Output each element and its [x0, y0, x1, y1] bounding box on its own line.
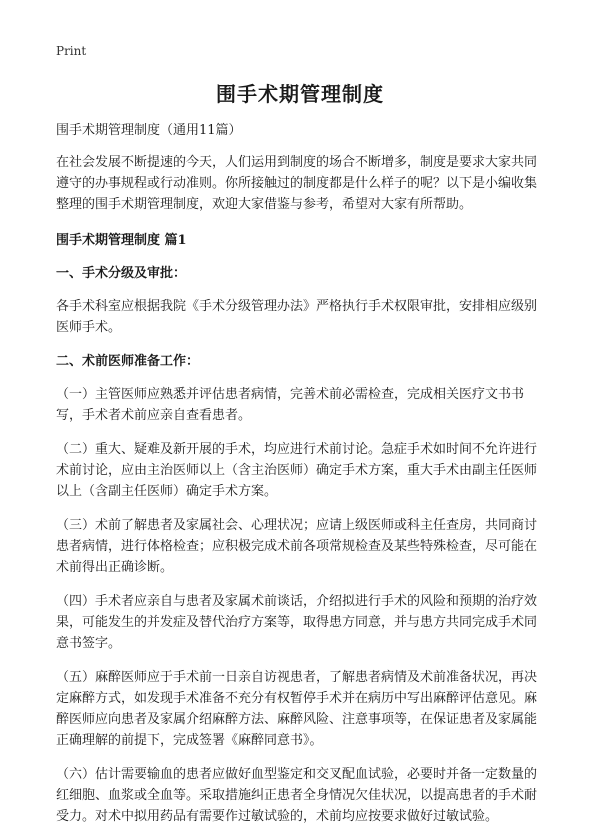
- print-link[interactable]: Print: [56, 44, 87, 58]
- intro-paragraph: 在社会发展不断提速的今天，人们运用到制度的场合不断增多，制度是要求大家共同遵守的办事规程或行动准则。你所接触过的制度都是什么样子的呢？以下是小编收集整理的围手术期管理制度，欢迎大家借鉴与参考，希望对大家有所帮助。: [56, 155, 538, 212]
- list-item: （五）麻醉医师应于手术前一日亲自访视患者，了解患者病情及术前准备状况，再决定麻醉方式，如发现手术准备不充分有权暂停手术并在病历中写出麻醉评估意见。麻醉医师应向患者及家属介绍麻醉方法、麻醉风险、注意事项等，在保证患者及家属能正确理解的前提下，完成签署《麻醉同意书》。: [56, 670, 538, 748]
- document-subtitle: 围手术期管理制度（通用11篇）: [56, 123, 242, 138]
- page-title: 围手术期管理制度: [216, 82, 384, 106]
- list-item: （四）手术者应亲自与患者及家属术前谈话，介绍拟进行手术的风险和预期的治疗效果，可能发生的并发症及替代治疗方案等，取得患方同意，并与患方共同完成手术同意书签字。: [56, 594, 538, 651]
- list-item: （六）估计需要输血的患者应做好血型鉴定和交叉配血试验，必要时并备一定数量的红细胞、血浆或全血等。采取措施纠正患者全身情况欠佳状况，以提高患者的手术耐受力。对术中拟用药品有需要作过敏试验的，术前均应按要求做好过敏试验。: [56, 767, 538, 824]
- section-heading-2: 二、术前医师准备工作：: [56, 354, 200, 369]
- section-heading-1: 一、手术分级及审批：: [56, 266, 187, 281]
- list-item: （二）重大、疑难及新开展的手术，均应进行术前讨论。急症手术如时间不允许进行术前讨论，应由主治医师以上（含主治医师）确定手术方案，重大手术由副主任医师以上（含副主任医师）确定手术方案。: [56, 442, 538, 499]
- list-item: （三）术前了解患者及家属社会、心理状况；应请上级医师或科主任查房，共同商讨患者病情，进行体格检查；应积极完成术前各项常规检查及某些特殊检查，尽可能在术前得出正确诊断。: [56, 518, 538, 575]
- part-title: 围手术期管理制度 篇1: [56, 233, 187, 248]
- list-item: （一）主管医师应熟悉并评估患者病情，完善术前必需检查，完成相关医疗文书书写，手术者术前应亲自查看患者。: [56, 387, 525, 423]
- document-body: [56, 120, 546, 840]
- section-paragraph-1: 各手术科室应根据我院《手术分级管理办法》严格执行手术权限审批，安排相应级别医师手术。: [56, 299, 538, 335]
